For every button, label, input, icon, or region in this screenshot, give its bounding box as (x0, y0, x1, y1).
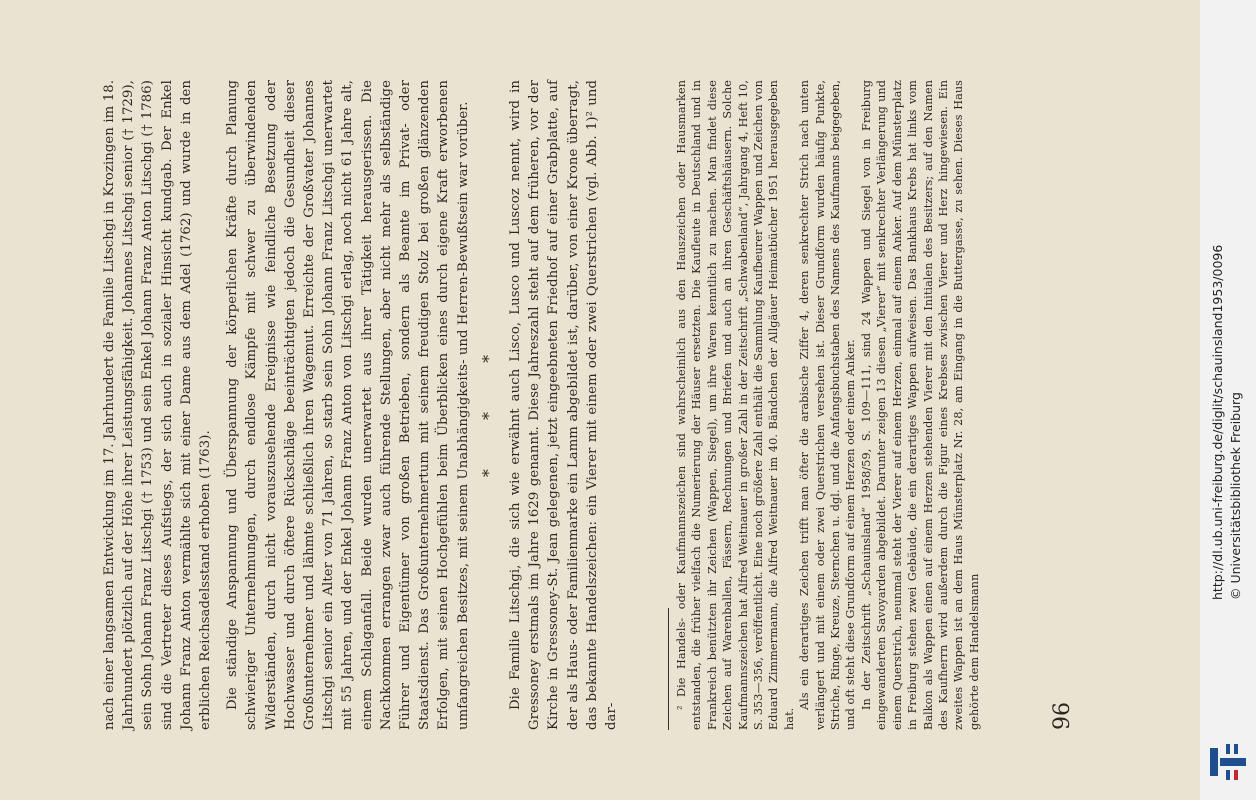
paragraph-anspannung: Die ständige Anspannung und Überspannung der körperlichen Kräfte durch Planung schwieriger Unternehmungen, durch endlose Kämpfe mit schwer zu überwindenden Widerständen, durch nicht vorauszusehende Ereignisse wie feindliche Besetzung oder Hochwasser und durch öftere Rückschläge beeinträchtigten jedoch die Gesundheit dieser Großunternehmer und lähmte schließlich ihren Wagemut. Erreichte der Großvater Johannes Litschgi senior ein Alter von 71 Jahren, so starb sein Sohn Johann Franz Litschgi unerwartet mit 55 Jahren, und der Enkel Johann Franz Anton von Litschgi erlag, noch nicht 61 Jahre alt, einem Schlaganfall. Beide wurden unerwartet aus ihrer Tätigkeit herausgerissen. Die Nachkommen errangen zwar auch führende Stellungen, aber nicht mehr als selbständige Führer und Eigentümer von großen Betrieben, sondern als Beamte im Privat- oder Staatsdienst. Das Großunternehmertum mit seinem freudigen Stolz bei großen glänzenden Erfolgen, mit seinen Hochgefühlen beim Überblicken eines durch eigene Kraft erworbenen umfangreichen Besitzes, mit seinem Unabhängigkeits- und Herren-Bewußtsein war vorüber. (225, 80, 471, 730)
footnote-paragraph: ² Die Handels- oder Kaufmannszeichen sind wahrscheinlich aus den Hauszeichen oder Hausmarken entstanden, die früher vielfach die Numerierung der Häuser ersetzten. Die Kaufleute in Deutschland und in Frankreich benützten ihr Zeichen (Wappen, Siegel), um ihre Waren kenntlich zu machen. Man findet diese Zeichen auf Warenballen, Fässern, Rechnungen und Briefen und auch an ihren Geschäftshäusern. Solche Kaufmannszeichen hat Alfred Weitnauer in großer Zahl in der Zeitschrift „Schwabenland“, Jahrgang 4, Heft 10, S. 353—356, veröffentlicht. Eine noch größere Zahl enthält die Sammlung Kaufbeurer Wappen und Zeichen von Eduard Zimmermann, die Alfred Weitnauer im 40. Bändchen der Allgäuer Heimatbücher 1951 herausgegeben hat. (675, 80, 796, 730)
library-logo-icon (1206, 742, 1250, 782)
copyright-notice: © Universitätsbibliothek Freiburg (1228, 392, 1243, 600)
footnote-paragraph: Als ein derartiges Zeichen trifft man öfter die arabische Ziffer 4, deren senkrechter Strich nach unten verlängert und mit einem oder zwei Querstrichen versehen ist. Dieser Grundform wurden häufig Punkte, Striche, Ringe, Kreuze, Sternchen u. dgl. und die Anfangsbuchstaben des Namens des Kaufmanns beigegeben, und oft steht diese Grundform auf einem Herzen oder einem Anker. (798, 80, 858, 730)
footnote-paragraph: In der Zeitschrift „Schauinsland“ 1958/59, S. 109—111, sind 24 Wappen und Siegel von in Freiburg eingewanderten Savoyarden abgebildet. Darunter zeigen 13 diesen „Vierer“ mit senkrechter Verlängerung und einem Querstrich, neunmal steht der Vierer auf einem Herzen, einmal auf einem Anker. Auf dem Münsterplatz in Freiburg stehen zwei Gebäude, die ein derartiges Wappen aufweisen. Das Bankhaus Krebs hat links vom Balkon als Wappen einen auf einem Herzen stehenden Vierer mit den Initialen des Besitzers; auf den Namen des Kaufherrn wird außerdem durch die Figur eines Krebses zwischen Vierer und Herz hingewiesen. Ein zweites Wappen ist an dem Haus Münsterplatz Nr. 28, am Eingang in die Buttergasse, zu sehen. Dieses Haus gehörte dem Handelsmann (859, 80, 981, 730)
sidebar-rotated (1200, 0, 1256, 800)
page-number: 96 (1050, 702, 1075, 730)
section-separator-stars: * * * (478, 332, 498, 478)
paragraph-gressoney: Die Familie Litschgi, die sich wie erwähnt auch Lisco, Lusco und Luscoz nennt, wird in Gressoney erstmals im Jahre 1629 genannt. Diese Jahreszahl steht auf dem früheren, vor der Kirche in Gressoney-St. Jean gelegenen, jetzt eingeebneten Friedhof auf einer Grabplatte, auf der als Haus- oder Familienmarke ein Lamm abgebildet ist, darüber, von einer Krone überragt, das bekannte Handelszeichen: ein Vierer mit einem oder zwei Querstrichen (vgl. Abb. 1)² und dar- (508, 80, 620, 730)
footnote-rule (668, 608, 669, 730)
footnotes-block (674, 80, 982, 730)
source-url-link[interactable]: http://dl.ub.uni-freiburg.de/diglit/schauinsland1953/0096 (1210, 244, 1225, 600)
library-sidebar (1200, 0, 1256, 800)
main-text-column (100, 80, 621, 730)
paragraph-aufstieg: nach einer langsamen Entwicklung im 17. Jahrhundert die Familie Litschgi in Krozingen im 18. Jahrhundert plötzlich auf der Höhe ihrer Leistungsfähigkeit. Johannes Litschgi senior († 1729), sein Sohn Johann Franz Litschgi († 1753) und sein Enkel Johann Franz Anton Litschgi († 1786) sind die Vertreter dieses Aufstiegs, der sich auch in sozialer Hinsicht kundgab. Der Enkel Johann Franz Anton vermählte sich mit einer Dame aus dem Adel (1762) und wurde in den erblichen Reichsadelsstand erhoben (1763). (102, 80, 214, 730)
